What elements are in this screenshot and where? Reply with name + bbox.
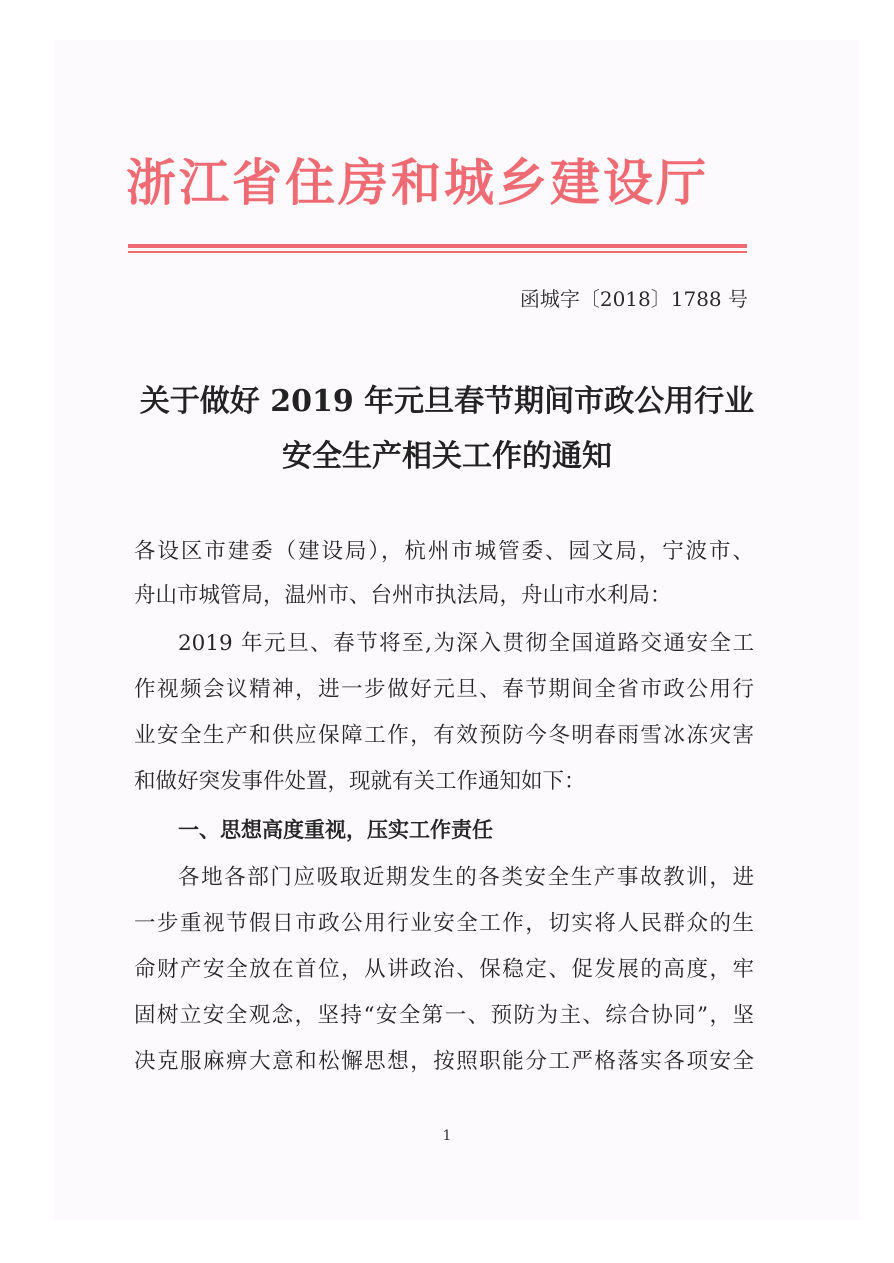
page-number: 1 bbox=[442, 1128, 452, 1144]
section-1-line-4: 固树立安全观念，坚持“安全第一、预防为主、综合协同”，坚 bbox=[134, 1003, 754, 1028]
letterhead-red-rule-thin bbox=[128, 251, 747, 253]
section-1-line-5: 决克服麻痹大意和松懈思想，按照职能分工严格落实各项安全 bbox=[134, 1049, 754, 1074]
section-1-line-1: 各地各部门应吸取近期发生的各类安全生产事故教训，进 bbox=[178, 865, 754, 890]
section-1-line-3: 命财产安全放在首位，从讲政治、保稳定、促发展的高度，牢 bbox=[134, 957, 754, 982]
intro-line-4: 和做好突发事件处置，现就有关工作通知如下： bbox=[134, 769, 586, 794]
letterhead-agency-name: 浙江省住房和城乡建设厅 bbox=[126, 153, 709, 212]
intro-line-2: 作视频会议精神，进一步做好元旦、春节期间全省市政公用行 bbox=[134, 677, 754, 702]
intro-line-1: 2019 年元旦、春节将至,为深入贯彻全国道路交通安全工 bbox=[178, 631, 754, 656]
addressee-line-1: 各设区市建委（建设局），杭州市城管委、园文局，宁波市、 bbox=[134, 539, 754, 564]
section-1-heading: 一、思想高度重视，压实工作责任 bbox=[178, 818, 493, 842]
letterhead-red-rule-thick bbox=[128, 244, 747, 248]
section-1-line-2: 一步重视节假日市政公用行业安全工作，切实将人民群众的生 bbox=[134, 911, 754, 936]
document-title-line-1: 关于做好 2019 年元旦春节期间市政公用行业 bbox=[139, 384, 755, 419]
intro-line-3: 业安全生产和供应保障工作，有效预防今冬明春雨雪冰冻灾害 bbox=[134, 723, 754, 748]
addressee-line-2: 舟山市城管局，温州市、台州市执法局，舟山市水利局： bbox=[134, 583, 672, 608]
document-title-line-2: 安全生产相关工作的通知 bbox=[282, 439, 612, 474]
document-number: 函城字〔2018〕1788 号 bbox=[519, 287, 748, 311]
